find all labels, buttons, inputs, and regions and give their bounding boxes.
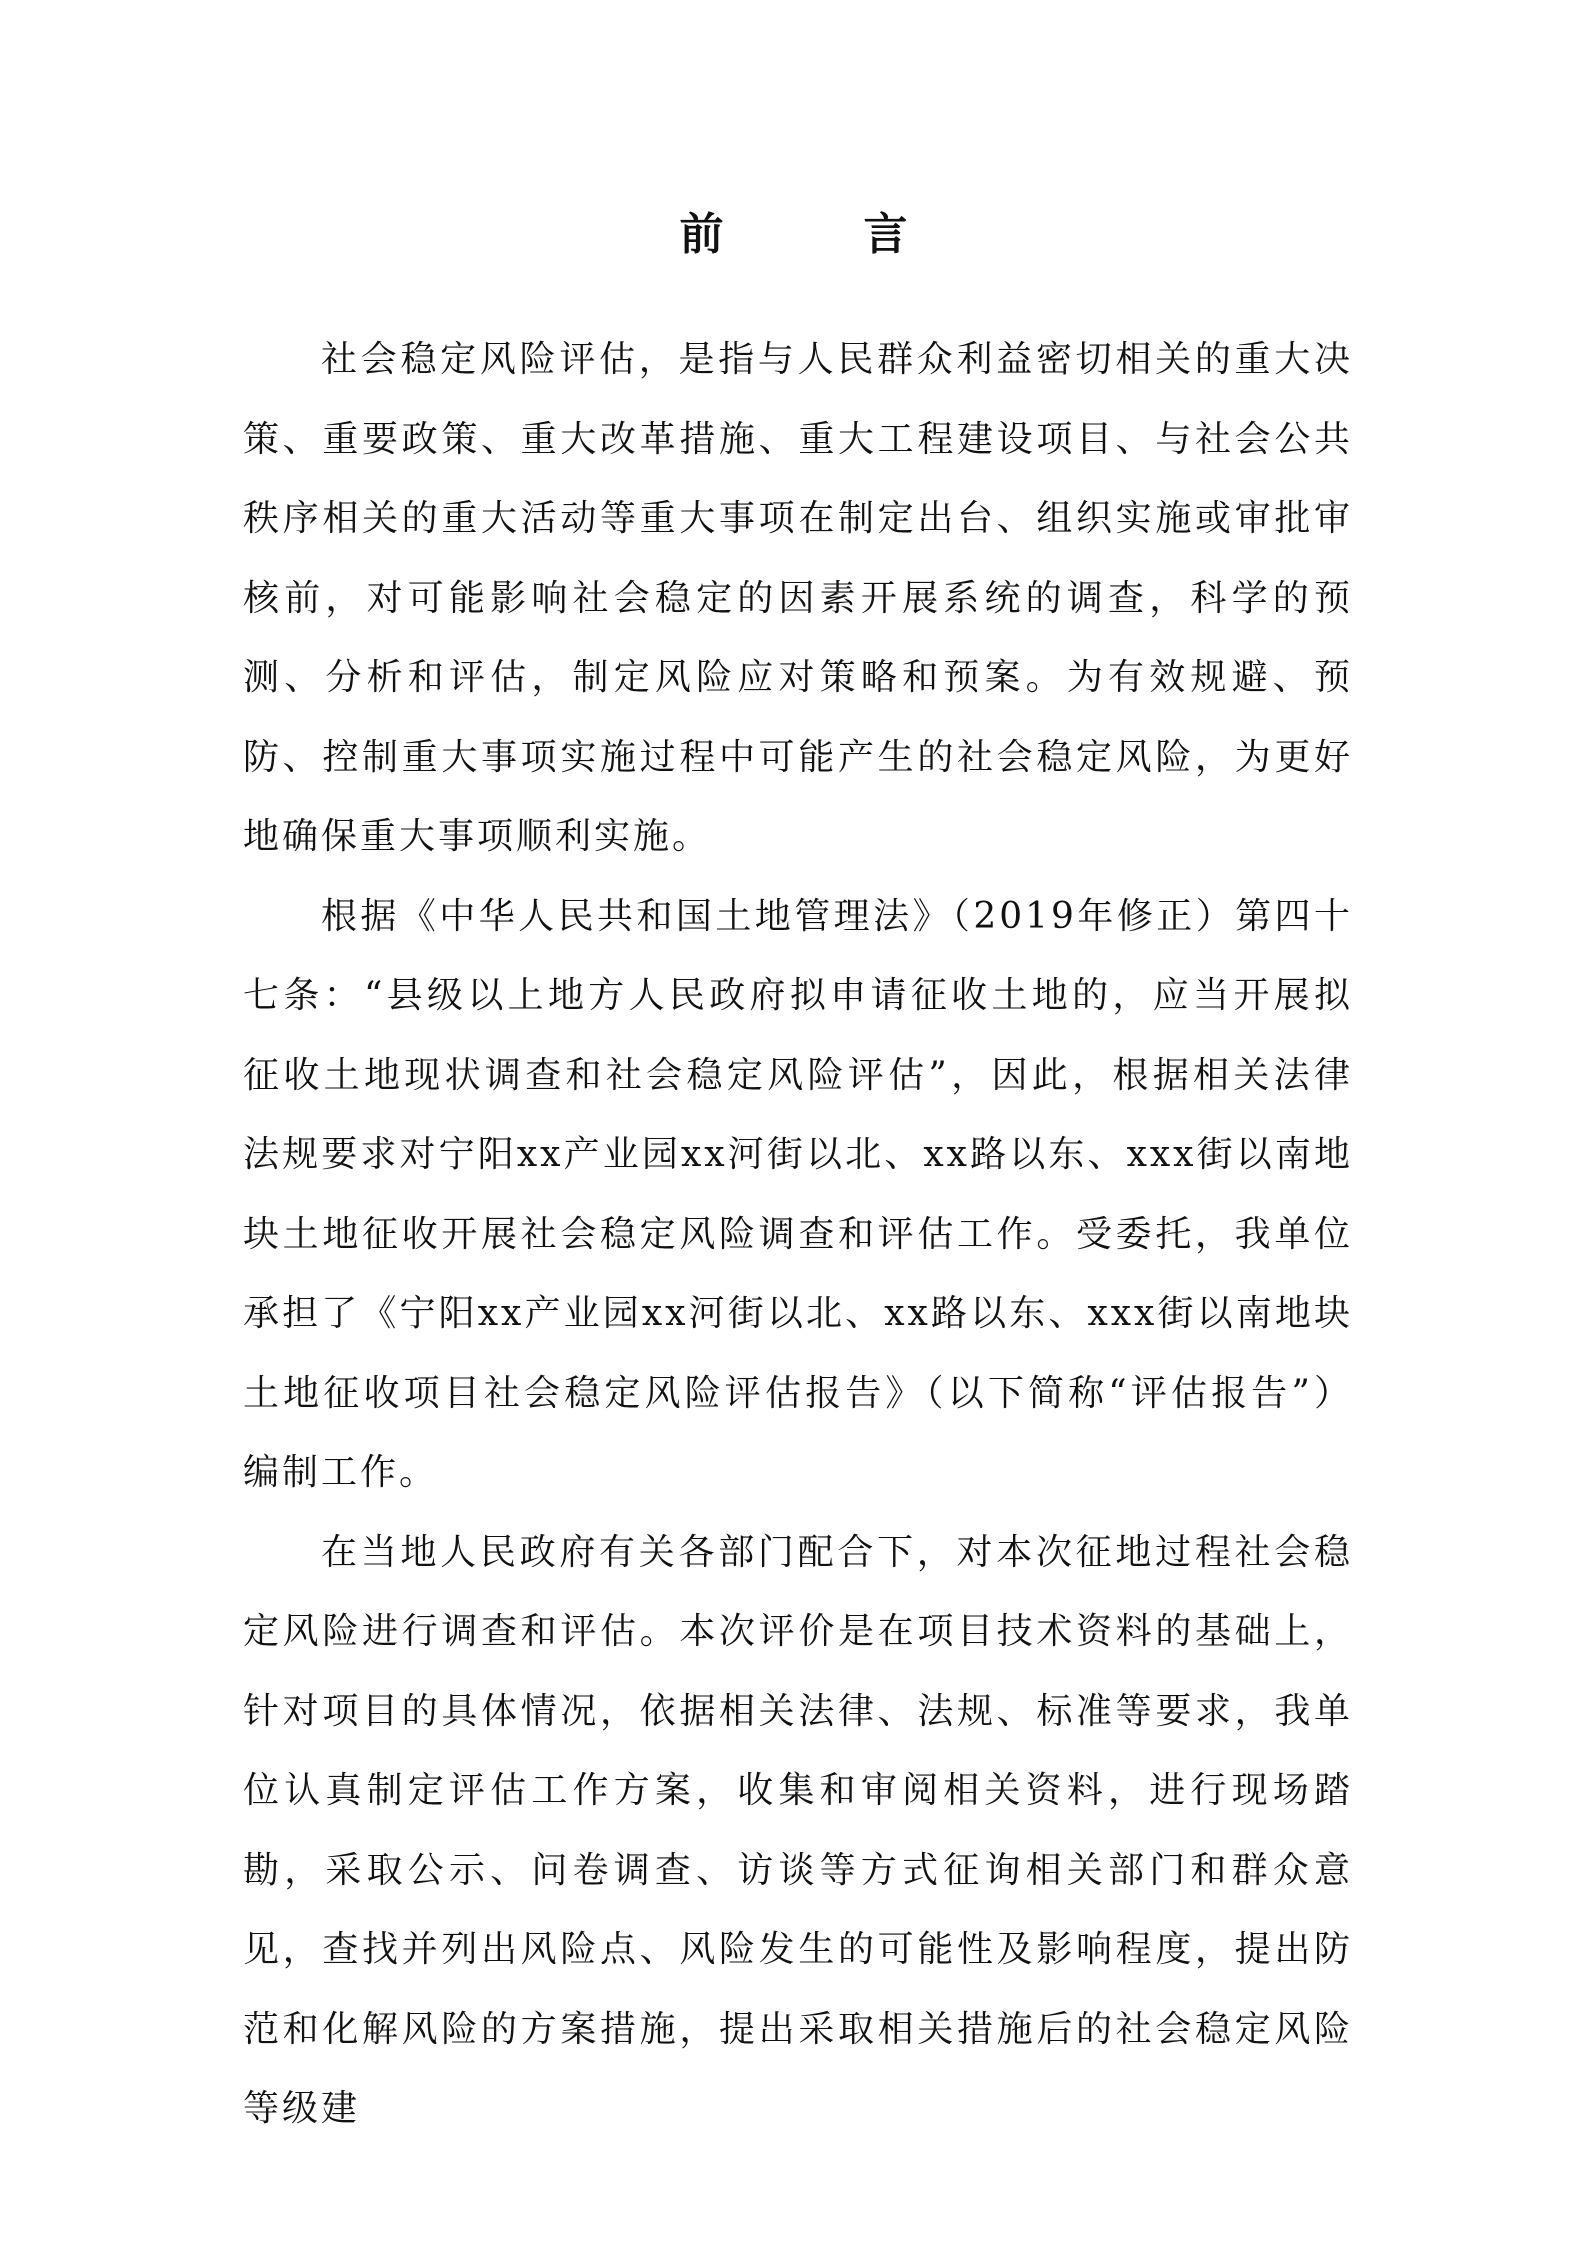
page-title: 前 言 — [679, 209, 956, 260]
paragraph-1: 社会稳定风险评估，是指与人民群众利益密切相关的重大决策、重要政策、重大改革措施、重大工程建设项目、与社会公共秩序相关的重大活动等重大事项在制定出台、组织实施或审批审核前，对可能影响社会稳定的因素开展系统的调查，科学的预测、分析和评估，制定风险应对策略和预案。为有效规避、预防、控制重大事项实施过程中可能产生的社会稳定风险，为更好地确保重大事项顺利实施。 — [243, 339, 1353, 857]
paragraph-2: 根据《中华人民共和国土地管理法》（2019年修正）第四十七条：“县级以上地方人民政府拟申请征收土地的，应当开展拟征收土地现状调查和社会稳定风险评估”，因此，根据相关法律法规要求对宁阳xx产业园xx河街以北、xx路以东、xxx街以南地块土地征收开展社会稳定风险调查和评估工作。受委托，我单位承担了《宁阳xx产业园xx河街以北、xx路以东、xxx街以南地块土地征收项目社会稳定风险评估报告》（以下简称“评估报告”）编制工作。 — [243, 895, 1353, 1493]
document-body — [243, 320, 1353, 2149]
paragraph-3: 在当地人民政府有关各部门配合下，对本次征地过程社会稳定风险进行调查和评估。本次评价是在项目技术资料的基础上，针对项目的具体情况，依据相关法律、法规、标准等要求，我单位认真制定评估工作方案，收集和审阅相关资料，进行现场踏勘，采取公示、问卷调查、访谈等方式征询相关部门和群众意见，查找并列出风险点、风险发生的可能性及影响程度，提出防范和化解风险的方案措施，提出采取相关措施后的社会稳定风险等级建 — [243, 1531, 1353, 2129]
